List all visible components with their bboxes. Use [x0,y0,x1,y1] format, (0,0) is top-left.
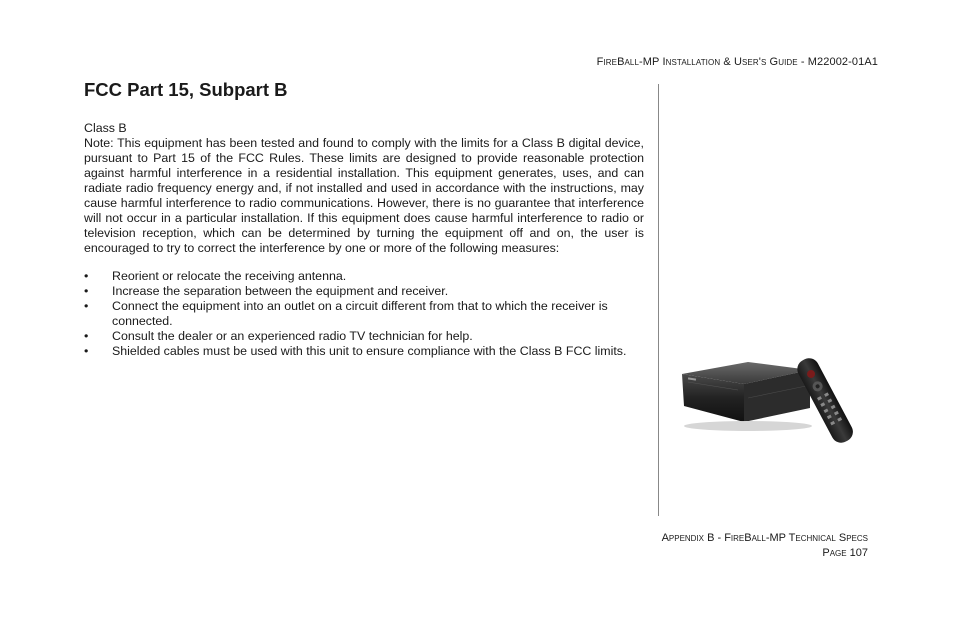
bullet-icon: • [84,269,89,283]
list-item-text: Increase the separation between the equipment and receiver. [112,284,449,298]
page-number: Page 107 [822,547,868,559]
list-item [84,284,644,299]
appendix-label: Appendix B - FireBall-MP Technical Specs [661,532,868,544]
list-item-text: Shielded cables must be used with this unit to ensure compliance with the Class B FCC limits. [112,344,627,358]
list-item-text: Connect the equipment into an outlet on a circuit different from that to which the receiver is connected. [112,299,608,328]
fcc-note-paragraph: Note: This equipment has been tested and found to comply with the limits for a Class B digital device, pursuant to Part 15 of the FCC Rules. These limits are designed to provide reasonable protection against harmful interference in a residential installation. This equipment generates, uses, and can radiate radio frequency energy and, if not installed and used in accordance with the instructions, may cause harmful interference to radio communications. However, there is no guarantee that interference will not occur in a particular installation. If this equipment does cause harmful interference to radio or television reception, which can be determined by turning the equipment off and on, the user is encouraged to try to correct the interference by one or more of the following measures: [84,136,644,255]
column-divider [658,84,659,516]
list-item [84,329,644,344]
list-item [84,299,644,329]
bullet-icon: • [84,329,89,343]
list-item [84,344,644,359]
set-top-box-with-remote-image [678,348,864,444]
class-label: Class B [84,121,127,135]
page-footer [662,531,868,561]
section-title: FCC Part 15, Subpart B [84,79,288,100]
bullet-icon: • [84,284,89,298]
bullet-icon: • [84,299,89,313]
list-item [84,269,644,284]
list-item-text: Consult the dealer or an experienced radio TV technician for help. [112,329,473,343]
section-body [84,121,644,256]
list-item-text: Reorient or relocate the receiving antenna. [112,269,347,283]
measures-list [84,269,644,359]
bullet-icon: • [84,344,89,358]
page-header: FireBall-MP Installation & User's Guide - M22002-01A1 [596,56,878,68]
